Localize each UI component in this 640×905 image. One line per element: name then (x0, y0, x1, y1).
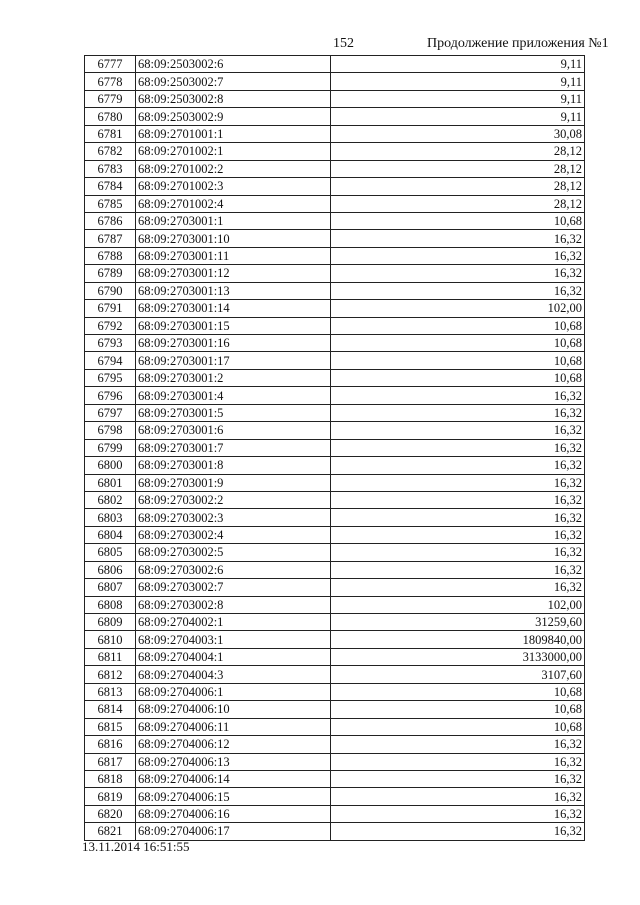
table-row (85, 648, 585, 665)
cadastral-number: 68:09:2704004:1 (136, 648, 331, 665)
row-value: 16,32 (331, 509, 585, 526)
row-number: 6815 (85, 718, 136, 735)
row-number: 6783 (85, 160, 136, 177)
table-row (85, 178, 585, 195)
row-number: 6778 (85, 73, 136, 90)
row-value: 3107,60 (331, 666, 585, 683)
row-value: 16,32 (331, 387, 585, 404)
table-row (85, 683, 585, 700)
row-number: 6820 (85, 805, 136, 822)
row-number: 6814 (85, 701, 136, 718)
table-row (85, 108, 585, 125)
row-number: 6780 (85, 108, 136, 125)
row-value: 102,00 (331, 596, 585, 613)
cadastral-number: 68:09:2704006:14 (136, 770, 331, 787)
cadastral-number: 68:09:2704006:17 (136, 823, 331, 840)
row-number: 6802 (85, 491, 136, 508)
table-row (85, 300, 585, 317)
row-value: 16,32 (331, 544, 585, 561)
table-row (85, 90, 585, 107)
row-value: 16,32 (331, 736, 585, 753)
row-value: 10,68 (331, 352, 585, 369)
row-value: 16,32 (331, 788, 585, 805)
table-row (85, 265, 585, 282)
table-row (85, 561, 585, 578)
table-row (85, 544, 585, 561)
table-row (85, 579, 585, 596)
row-value: 16,32 (331, 805, 585, 822)
row-value: 16,32 (331, 404, 585, 421)
row-number: 6781 (85, 125, 136, 142)
row-value: 10,68 (331, 317, 585, 334)
row-value: 10,68 (331, 683, 585, 700)
header-caption: Продолжение приложения №1 (427, 36, 609, 51)
row-value: 28,12 (331, 178, 585, 195)
row-value: 10,68 (331, 701, 585, 718)
page-number: 152 (333, 36, 354, 51)
registry-table (84, 55, 585, 841)
cadastral-number: 68:09:2703001:8 (136, 457, 331, 474)
row-number: 6804 (85, 526, 136, 543)
cadastral-number: 68:09:2703001:11 (136, 247, 331, 264)
cadastral-number: 68:09:2704006:10 (136, 701, 331, 718)
table-row (85, 230, 585, 247)
cadastral-number: 68:09:2704006:12 (136, 736, 331, 753)
table-row (85, 352, 585, 369)
row-value: 30,08 (331, 125, 585, 142)
row-value: 31259,60 (331, 614, 585, 631)
row-value: 16,32 (331, 770, 585, 787)
table-row (85, 718, 585, 735)
row-number: 6811 (85, 648, 136, 665)
row-number: 6812 (85, 666, 136, 683)
row-value: 16,32 (331, 247, 585, 264)
table-body (85, 56, 585, 841)
cadastral-number: 68:09:2701001:1 (136, 125, 331, 142)
cadastral-number: 68:09:2703002:3 (136, 509, 331, 526)
cadastral-number: 68:09:2703001:7 (136, 439, 331, 456)
cadastral-number: 68:09:2503002:6 (136, 56, 331, 73)
row-value: 10,68 (331, 212, 585, 229)
table-row (85, 526, 585, 543)
table-row (85, 770, 585, 787)
cadastral-number: 68:09:2703001:16 (136, 335, 331, 352)
row-number: 6796 (85, 387, 136, 404)
row-number: 6777 (85, 56, 136, 73)
cadastral-number: 68:09:2703001:15 (136, 317, 331, 334)
row-number: 6817 (85, 753, 136, 770)
cadastral-number: 68:09:2703002:7 (136, 579, 331, 596)
cadastral-number: 68:09:2703002:8 (136, 596, 331, 613)
row-number: 6798 (85, 422, 136, 439)
table-row (85, 404, 585, 421)
cadastral-number: 68:09:2704006:16 (136, 805, 331, 822)
cadastral-number: 68:09:2704006:15 (136, 788, 331, 805)
table-row (85, 614, 585, 631)
row-value: 16,32 (331, 265, 585, 282)
row-number: 6810 (85, 631, 136, 648)
row-value: 16,32 (331, 457, 585, 474)
cadastral-number: 68:09:2703001:12 (136, 265, 331, 282)
table-row (85, 805, 585, 822)
row-value: 9,11 (331, 108, 585, 125)
row-number: 6803 (85, 509, 136, 526)
table-row (85, 823, 585, 840)
table-row (85, 666, 585, 683)
cadastral-number: 68:09:2701002:2 (136, 160, 331, 177)
footer-timestamp: 13.11.2014 16:51:55 (82, 839, 190, 854)
row-value: 10,68 (331, 369, 585, 386)
row-number: 6786 (85, 212, 136, 229)
row-number: 6790 (85, 282, 136, 299)
table-row (85, 509, 585, 526)
row-value: 9,11 (331, 90, 585, 107)
table-row (85, 631, 585, 648)
cadastral-number: 68:09:2703001:1 (136, 212, 331, 229)
row-number: 6793 (85, 335, 136, 352)
row-number: 6797 (85, 404, 136, 421)
cadastral-number: 68:09:2703002:4 (136, 526, 331, 543)
table-row (85, 422, 585, 439)
table-row (85, 491, 585, 508)
row-number: 6816 (85, 736, 136, 753)
row-number: 6792 (85, 317, 136, 334)
row-number: 6806 (85, 561, 136, 578)
table-row (85, 212, 585, 229)
row-value: 9,11 (331, 56, 585, 73)
row-value: 1809840,00 (331, 631, 585, 648)
table-row (85, 56, 585, 73)
row-number: 6818 (85, 770, 136, 787)
cadastral-number: 68:09:2703001:14 (136, 300, 331, 317)
row-number: 6813 (85, 683, 136, 700)
cadastral-number: 68:09:2704004:3 (136, 666, 331, 683)
cadastral-number: 68:09:2703001:2 (136, 369, 331, 386)
row-value: 16,32 (331, 491, 585, 508)
cadastral-number: 68:09:2503002:7 (136, 73, 331, 90)
table-row (85, 387, 585, 404)
row-number: 6787 (85, 230, 136, 247)
table-row (85, 282, 585, 299)
cadastral-number: 68:09:2503002:9 (136, 108, 331, 125)
row-number: 6791 (85, 300, 136, 317)
row-number: 6789 (85, 265, 136, 282)
row-value: 16,32 (331, 823, 585, 840)
cadastral-number: 68:09:2703001:4 (136, 387, 331, 404)
table-row (85, 247, 585, 264)
row-value: 28,12 (331, 160, 585, 177)
cadastral-number: 68:09:2704006:13 (136, 753, 331, 770)
cadastral-number: 68:09:2703001:13 (136, 282, 331, 299)
table-row (85, 736, 585, 753)
cadastral-number: 68:09:2703001:6 (136, 422, 331, 439)
row-value: 16,32 (331, 753, 585, 770)
row-value: 16,32 (331, 282, 585, 299)
table-row (85, 125, 585, 142)
cadastral-number: 68:09:2701002:3 (136, 178, 331, 195)
cadastral-number: 68:09:2701002:4 (136, 195, 331, 212)
cadastral-number: 68:09:2703001:5 (136, 404, 331, 421)
table-row (85, 160, 585, 177)
row-number: 6788 (85, 247, 136, 264)
cadastral-number: 68:09:2703002:6 (136, 561, 331, 578)
row-number: 6821 (85, 823, 136, 840)
row-number: 6809 (85, 614, 136, 631)
row-number: 6819 (85, 788, 136, 805)
row-value: 16,32 (331, 579, 585, 596)
table-row (85, 335, 585, 352)
cadastral-number: 68:09:2701002:1 (136, 143, 331, 160)
cadastral-number: 68:09:2703001:9 (136, 474, 331, 491)
row-value: 102,00 (331, 300, 585, 317)
row-number: 6800 (85, 457, 136, 474)
row-number: 6805 (85, 544, 136, 561)
row-number: 6808 (85, 596, 136, 613)
row-number: 6782 (85, 143, 136, 160)
table-row (85, 369, 585, 386)
table-row (85, 474, 585, 491)
row-value: 16,32 (331, 422, 585, 439)
table-row (85, 439, 585, 456)
row-value: 16,32 (331, 474, 585, 491)
table-row (85, 457, 585, 474)
row-value: 16,32 (331, 439, 585, 456)
row-value: 10,68 (331, 718, 585, 735)
table-row (85, 317, 585, 334)
row-number: 6779 (85, 90, 136, 107)
row-value: 3133000,00 (331, 648, 585, 665)
row-value: 16,32 (331, 526, 585, 543)
cadastral-number: 68:09:2703001:10 (136, 230, 331, 247)
row-value: 28,12 (331, 195, 585, 212)
row-number: 6785 (85, 195, 136, 212)
cadastral-number: 68:09:2703001:17 (136, 352, 331, 369)
table-row (85, 143, 585, 160)
table-row (85, 753, 585, 770)
row-value: 28,12 (331, 143, 585, 160)
row-number: 6795 (85, 369, 136, 386)
cadastral-number: 68:09:2503002:8 (136, 90, 331, 107)
row-number: 6784 (85, 178, 136, 195)
row-number: 6807 (85, 579, 136, 596)
cadastral-number: 68:09:2704006:11 (136, 718, 331, 735)
row-value: 16,32 (331, 561, 585, 578)
cadastral-number: 68:09:2704006:1 (136, 683, 331, 700)
table-row (85, 788, 585, 805)
row-number: 6799 (85, 439, 136, 456)
table-row (85, 195, 585, 212)
cadastral-number: 68:09:2704002:1 (136, 614, 331, 631)
row-value: 16,32 (331, 230, 585, 247)
row-value: 10,68 (331, 335, 585, 352)
cadastral-number: 68:09:2703002:5 (136, 544, 331, 561)
row-number: 6794 (85, 352, 136, 369)
table-row (85, 701, 585, 718)
row-number: 6801 (85, 474, 136, 491)
cadastral-number: 68:09:2703002:2 (136, 491, 331, 508)
cadastral-number: 68:09:2704003:1 (136, 631, 331, 648)
table-row (85, 596, 585, 613)
row-value: 9,11 (331, 73, 585, 90)
table-row (85, 73, 585, 90)
